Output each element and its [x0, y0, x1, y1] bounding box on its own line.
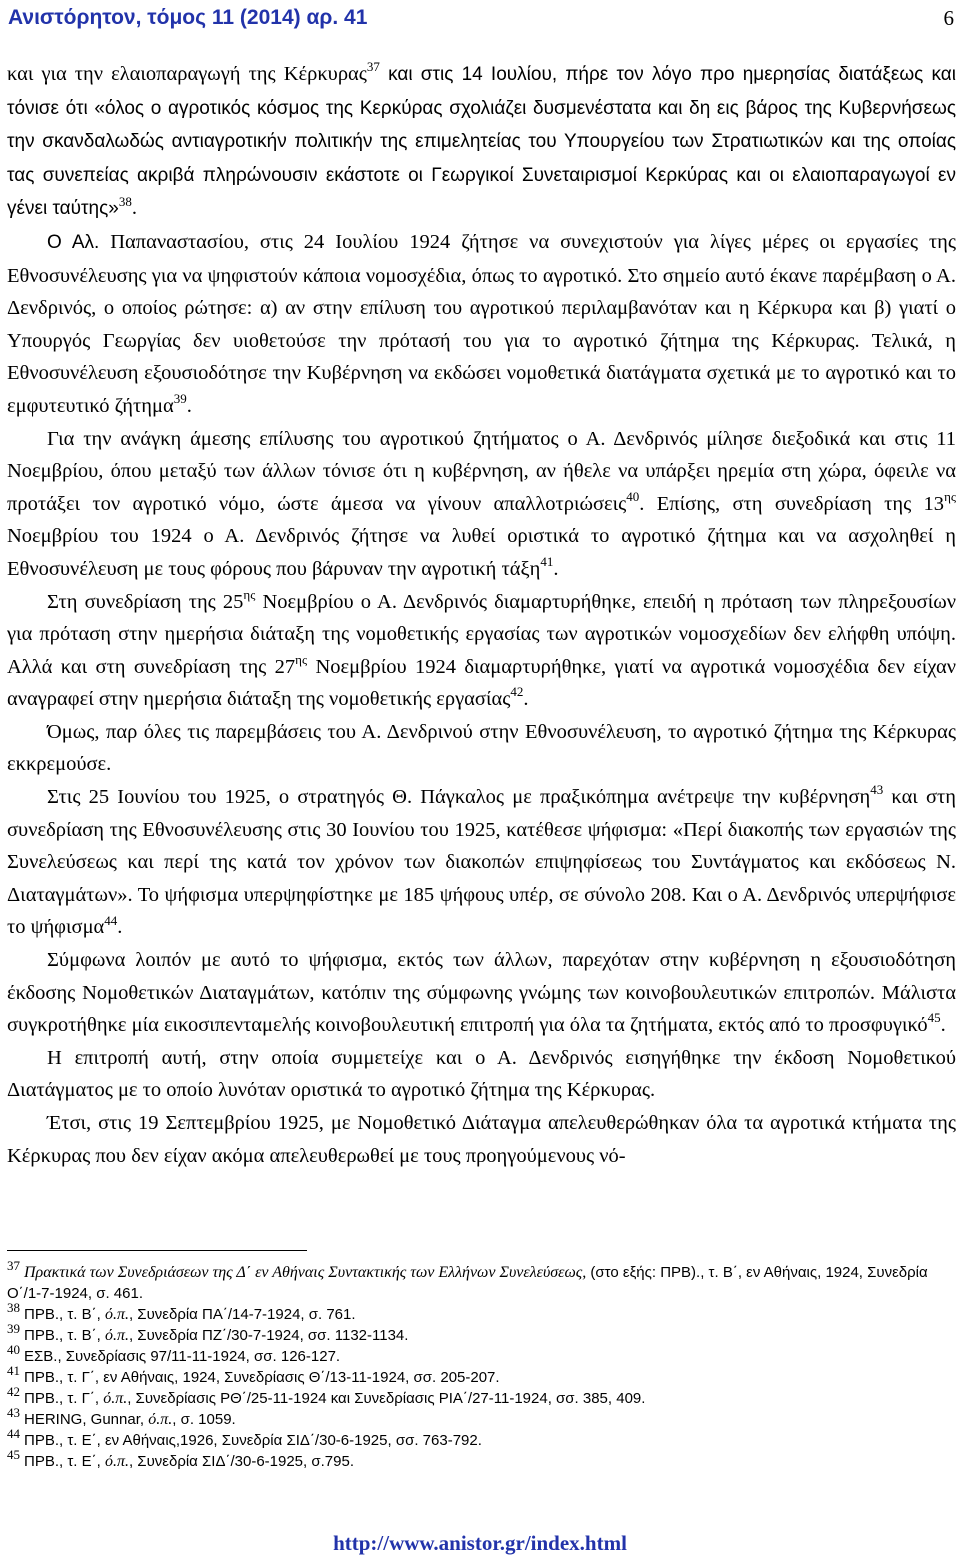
footnote: $^{41}$ ΠΡΒ., τ. Γ΄, εν Αθήναις, 1924, Συνεδρίασις Θ΄/13-11-1924, σσ. 205-207. — [7, 1362, 500, 1386]
footnote: $^{38}$ ΠΡΒ., τ. Β΄, ό.π., Συνεδρία ΠΑ΄/14-7-1924, σ. 761. — [7, 1299, 356, 1323]
footer-link[interactable]: http://www.anistor.gr/index.html — [333, 1531, 627, 1555]
journal-title: Ανιστόρητον, τόμος 11 (2014) αρ. 41 — [8, 6, 368, 29]
footnote: $^{43}$ HERING, Gunnar, ό.π., σ. 1059. — [7, 1404, 236, 1428]
page-header — [8, 6, 954, 36]
paragraph: Όμως, παρ όλες τις παρεμβάσεις του Α. Δενδρινού στην Εθνοσυνέλευση, το αγροτικό ζήτημα της Κέρκυρας εκκρεμούσε. — [7, 720, 956, 776]
footnote-ref[interactable]: 44 — [104, 912, 118, 928]
footnote-ref[interactable]: 42 — [510, 684, 524, 700]
footnote-ref[interactable]: 41 — [540, 554, 554, 570]
footnote: $^{40}$ ΕΣΒ., Συνεδρίασις 97/11-11-1924, σσ. 126-127. — [7, 1341, 341, 1365]
footnote: $^{37}$ Πρακτικά των Συνεδριάσεων της Δ΄ εν Αθήναις Συντακτικής των Ελλήνων Συνελεύσεως, (στο εξής: ΠΡΒ)., τ. Β΄, εν Αθήναις, 1924, Συνεδρία Ο΄/1-7-1924, σ. 461. — [7, 1257, 928, 1302]
paragraph: Στη συνεδρίαση της $25^{\eta\varsigma}$ Νοεμβρίου ο Α. Δενδρινός διαμαρτυρήθηκε, επειδή η πρόταση των πληρεξουσίων για πρόταση στην ημερήσια διάταξη της νομοθετικής εργασίας των αγροτικών νομοσχεδίων δεν ελήφθη υπόψη. Αλλά και στη συνεδρίαση της $27^{\eta\varsigma}$ Νοεμβρίου 1924 διαμαρτυρήθηκε, γιατί να αγροτικά νομοσχέδια δεν είχαν αναγραφεί στην ημερήσια διάταξη της νομοθετικής εργασίας$^{42}$. — [7, 586, 956, 711]
paragraph: Η επιτροπή αυτή, στην οποία συμμετείχε και ο Α. Δενδρινός εισηγήθηκε την έκδοση Νομοθετικού Διατάγματος με το οποίο λυνόταν οριστικά το αγροτικό ζήτημα της Κέρκυρας. — [7, 1046, 956, 1102]
footnote-ref[interactable]: 39 — [173, 391, 187, 407]
page-number: 6 — [943, 6, 954, 30]
footnote-ref[interactable]: 45 — [927, 1010, 941, 1026]
footnote-ref[interactable]: 37 — [366, 59, 380, 75]
footnote: $^{42}$ ΠΡΒ., τ. Γ΄, ό.π., Συνεδρίασις ΡΘ΄/25-11-1924 και Συνεδρίασις ΡΙΑ΄/27-11-1924, σσ. 385, 409. — [7, 1383, 646, 1407]
paragraph: Σύμφωνα λοιπόν με αυτό το ψήφισμα, εκτός των άλλων, παρεχόταν στην κυβέρνηση η εξουσιοδότηση έκδοσης Νομοθετικών Διαταγμάτων, κατόπιν της σύμφωνης γνώμης των κοινοβουλευτικών επιτροπών. Μάλιστα συγκροτήθηκε μία εικοσιπενταμελής κοινοβουλευτική επιτροπή για όλα τα ζητήματα, εκτός από το προσφυγικό$^{45}$. — [7, 949, 956, 1037]
paragraph: Έτσι, στις 19 Σεπτεμβρίου 1925, με Νομοθετικό Διάταγμα απελευθερώθηκαν όλα τα αγροτικά κτήματα της Κέρκυρας που δεν είχαν ακόμα απελευθερωθεί με τους προηγούμενους νό- — [7, 1112, 956, 1167]
footnote: $^{44}$ ΠΡΒ., τ. Ε΄, εν Αθήναις,1926, Συνεδρία ΣΙΔ΄/30-6-1925, σσ. 763-792. — [7, 1425, 482, 1449]
footnote: $^{39}$ ΠΡΒ., τ. Β΄, ό.π., Συνεδρία ΠΖ΄/30-7-1924, σσ. 1132-1134. — [7, 1320, 409, 1344]
footnote-ref[interactable]: 40 — [626, 488, 640, 504]
paragraph: Στις 25 Ιουνίου του 1925, ο στρατηγός Θ. Πάγκαλος με πραξικόπημα ανέτρεψε την κυβέρνηση$^{43}$ και στη συνεδρίαση της Εθνοσυνέλευσης στις 30 Ιουνίου του 1925, κατέθεσε ψήφισμα: «Περί διακοπής των εργασιών της Συνελεύσεως και περί της κατά τον χρόνον των διακοπών επιψηφίσεως του Συντάγματος και εκδόσεως Ν. Διαταγμάτων». Το ψήφισμα υπερψηφίστηκε με 185 ψήφους υπέρ, σε σύνολο 208. Και ο Α. Δενδρινός υπερψήφισε το ψήφισμα$^{44}$. — [7, 782, 956, 939]
ordinal-suffix: ης — [944, 488, 957, 504]
footnotes — [7, 1257, 956, 1472]
article-body — [7, 58, 956, 1172]
paragraph: και για την ελαιοπαραγωγή της Κέρκυρας$^{37}$ και στις 14 Ιουλίου, πήρε τον λόγο προ ημερησίας διατάξεως και τόνισε ότι «όλος ο αγροτικός κόσμος της Κερκύρας σχολιάζει δυσμενέστατα και δη εις βάρος της Κυβερνήσεως την σκανδαλωδώς αντιαγροτικήν πολιτικήν της επιμελητείας του Υπουργείου των Στρατιωτικών και της οποίας τας συνεπείας ακριβά πληρώνουσιν εκάστοτε οι Γεωργικοί Συνεταιρισμοί Κερκύρας και οι ελαιοπαραγωγοί εν γένει ταύτης»$^{38}$. — [7, 59, 956, 220]
paragraph: Ο Αλ. Παπαναστασίου, στις 24 Ιουλίου 1924 ζήτησε να συνεχιστούν για λίγες μέρες οι εργασίες της Εθνοσυνέλευσης για να ψηφιστούν κάποια νομοσχέδια, όπως το αγροτικό. Στο σημείο αυτό έκανε παρέμβαση ο Α. Δενδρινός, ο οποίος ρώτησε: α) αν στην επίλυση του αγροτικού περιλαμβανόταν και η Κέρκυρα και β) γιατί ο Υπουργός Γεωργίας δεν υιοθετούσε την πρότασή του για το αγροτικό ζήτημα της Κέρκυρας. Τελικά, η Εθνοσυνέλευση εξουσιοδότησε την Κυβέρνηση να εκδώσει νομοθετικά διατάγματα σχετικά με το αγροτικό και το εμφυτευτικό ζήτημα$^{39}$. — [7, 230, 956, 417]
paragraph: Για την ανάγκη άμεσης επίλυσης του αγροτικού ζητήματος ο Α. Δενδρινός μίλησε διεξοδικά και στις 11 Νοεμβρίου, όπου μεταξύ των άλλων τόνισε ότι η κυβέρνηση, αν ήθελε να υπάρξει ηρεμία στη χώρα, όφειλε να προτάξει τον αγροτικό νόμο, ώστε άμεσα να γίνουν απαλλοτριώσεις$^{40}$. Επίσης, στη συνεδρίαση της $13^{\eta\varsigma}$ Νοεμβρίου του 1924 ο Α. Δενδρινός ζήτησε να λυθεί οριστικά το αγροτικό ζήτημα και να ασχοληθεί η Εθνοσυνέλευση με τους φόρους που βάρυναν την αγροτική τάξη$^{41}$. — [7, 427, 957, 580]
footnote-divider — [7, 1250, 307, 1251]
ordinal-suffix: ης — [295, 651, 308, 667]
footnote-ref[interactable]: 43 — [870, 782, 884, 798]
footnote: $^{45}$ ΠΡΒ., τ. Ε΄, ό.π., Συνεδρία ΣΙΔ΄/30-6-1925, σ.795. — [7, 1446, 354, 1470]
ordinal-suffix: ης — [243, 586, 256, 602]
footnote-ref[interactable]: 38 — [118, 193, 132, 209]
